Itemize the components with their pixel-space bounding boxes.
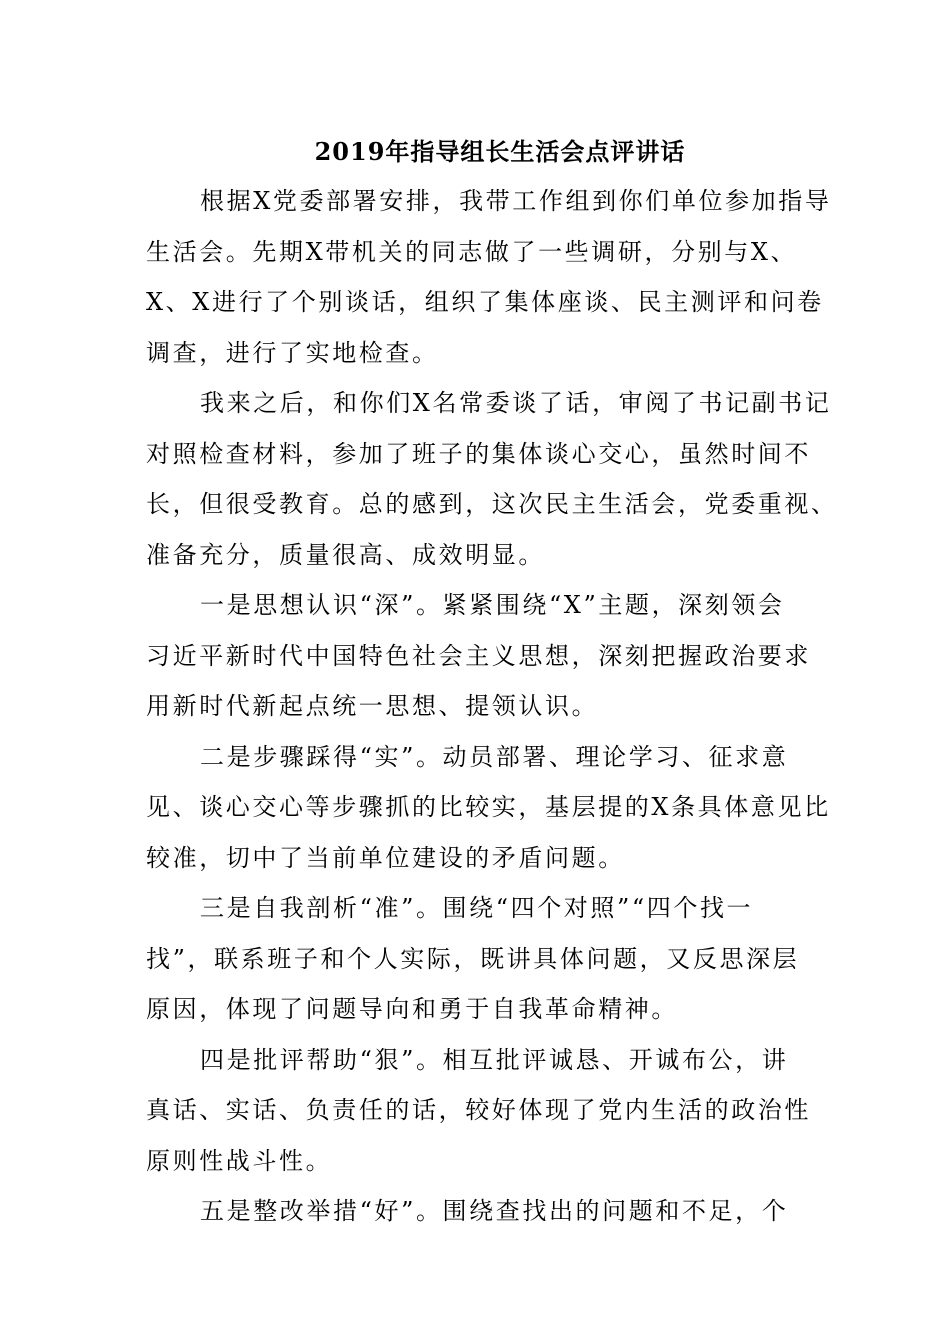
paragraph-line: 真话、实话、负责任的话，较好体现了党内生活的政治性 — [146, 1096, 811, 1124]
paragraph-line: 四是批评帮助“狠”。相互批评诚恳、开诚布公，讲 — [200, 1045, 789, 1074]
paragraph-line: 根据X党委部署安排，我带工作组到你们单位参加指导 — [200, 187, 832, 215]
paragraph-line: 对照检查材料，参加了班子的集体谈心交心，虽然时间不 — [146, 439, 811, 468]
paragraph-line: 用新时代新起点统一思想、提领认识。 — [146, 692, 599, 720]
document-title: 2019年指导组长生活会点评讲话 — [314, 137, 686, 166]
paragraph-line: 二是步骤踩得“实”。动员部署、理论学习、征求意 — [200, 742, 789, 771]
paragraph-line: 五是整改举措“好”。围绕查找出的问题和不足，个 — [200, 1197, 789, 1225]
paragraph-line: 长，但很受教育。总的感到，这次民主生活会，党委重视、 — [146, 490, 838, 518]
paragraph-line: 我来之后，和你们X名常委谈了话，审阅了书记副书记 — [200, 389, 832, 417]
paragraph-line: 调查，进行了实地检查。 — [146, 338, 439, 367]
paragraph-line: 生活会。先期X带机关的同志做了一些调研，分别与X、 — [146, 237, 798, 266]
paragraph-line: 一是思想认识“深”。紧紧围绕“X”主题，深刻领会 — [200, 591, 785, 619]
document-body — [146, 176, 838, 1237]
paragraph-line: 找”，联系班子和个人实际，既讲具体问题，又反思深层 — [146, 944, 800, 973]
paragraph-line: 准备充分，质量很高、成效明显。 — [146, 540, 545, 569]
paragraph-line: X、X进行了个别谈话，组织了集体座谈、民主测评和问卷 — [146, 288, 824, 316]
paragraph-line: 较准，切中了当前单位建设的矛盾问题。 — [146, 843, 625, 872]
paragraph-line: 习近平新时代中国特色社会主义思想，深刻把握政治要求 — [146, 641, 811, 670]
paragraph-line: 原则性战斗性。 — [146, 1146, 333, 1175]
paragraph-line: 原因，体现了问题导向和勇于自我革命精神。 — [146, 995, 678, 1023]
paragraph-line: 见、谈心交心等步骤抓的比较实，基层提的X条具体意见比 — [146, 793, 831, 821]
paragraph-line: 三是自我剖析“准”。围绕“四个对照”“四个找一 — [200, 894, 754, 922]
